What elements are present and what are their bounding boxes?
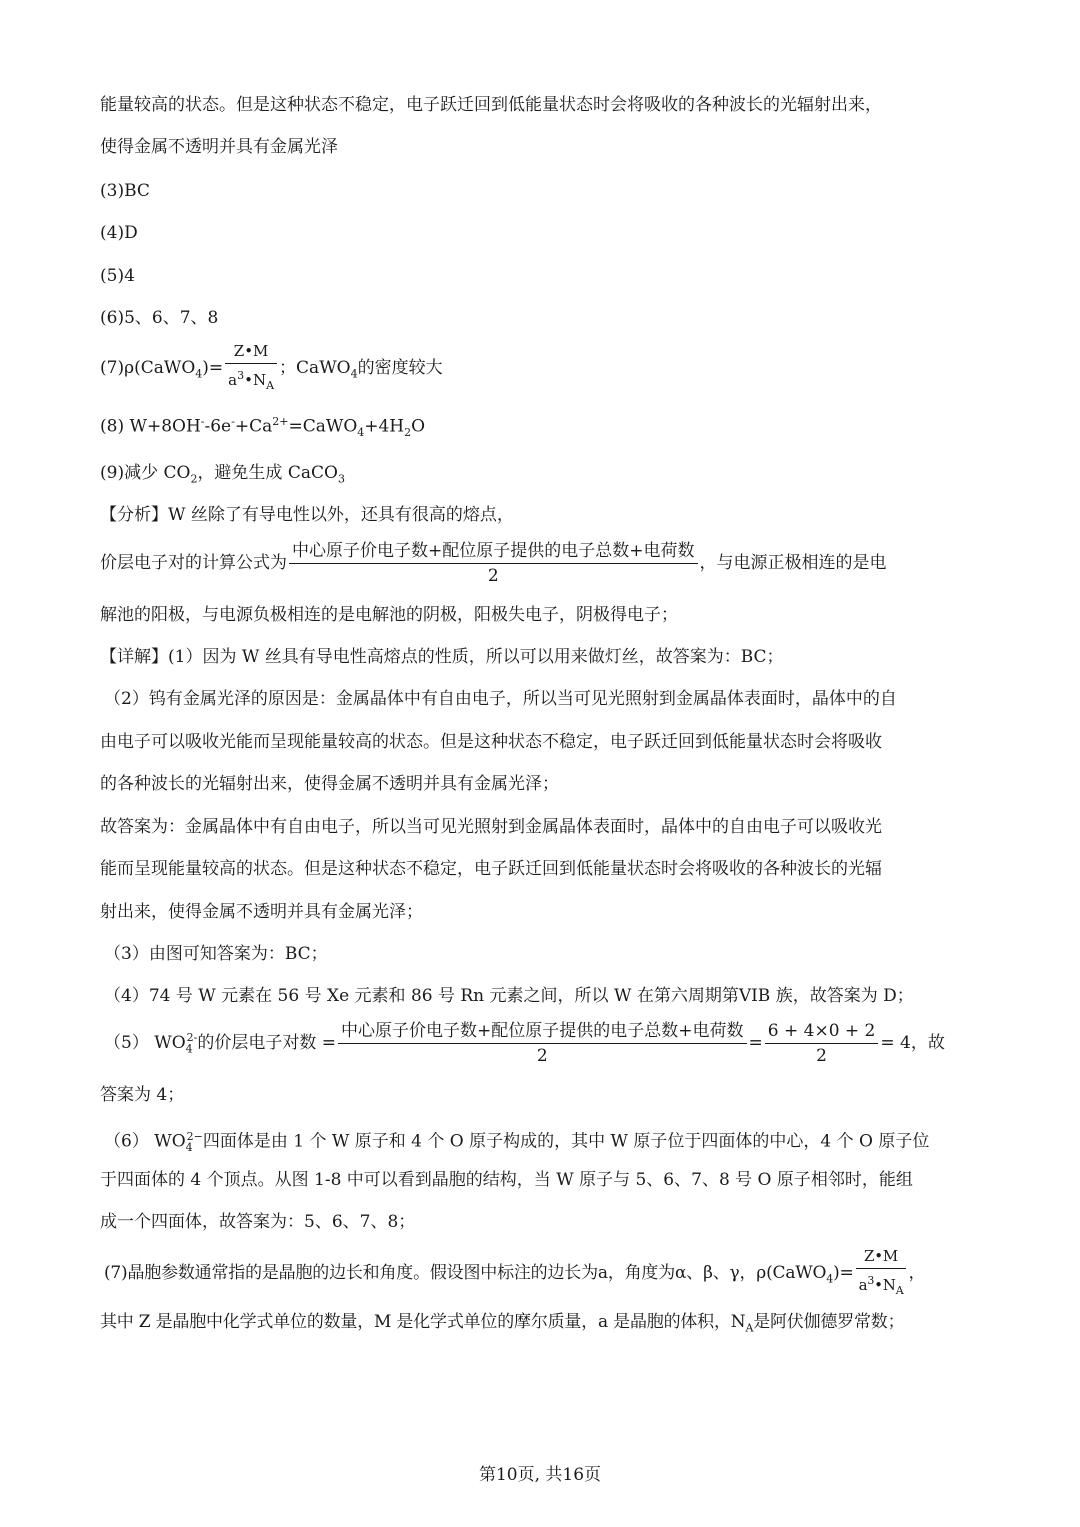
answer-4: (4)D [100, 223, 138, 243]
detail-3: （3）由图可知答案为：BC； [104, 944, 328, 964]
page-number: 第10页, 共16页 [478, 1465, 602, 1485]
text-line: 成一个四面体，故答案为：5、6、7、8； [100, 1212, 416, 1232]
text-line: 解池的阳极，与电源负极相连的是电解池的阴极，阳极失电子，阴极得电子； [100, 605, 678, 625]
density-fraction: $\frac{Z•M}{a^3•N_A}$ [856, 1245, 907, 1302]
text-line: 使得金属不透明并具有金属光泽 [100, 137, 338, 157]
answer-6: (6)5、6、7、8 [100, 308, 219, 328]
text-line: 的各种波长的光辐射出来，使得金属不透明并具有金属光泽； [100, 774, 559, 794]
text-line: 由电子可以吸收光能而呈现能量较高的状态。但是这种状态不稳定，电子跃迁回到低能量状态时会将吸收 [100, 732, 882, 752]
text-line: 答案为 4； [100, 1085, 185, 1105]
detail-2: （2）钨有金属光泽的原因是：金属晶体中有自由电子，所以当可见光照射到金属晶体表面时，晶体中的自 [104, 689, 897, 709]
text-line: 能而呈现能量较高的状态。但是这种状态不稳定，电子跃迁回到低能量状态时会将吸收的各种波长的光辐 [100, 859, 882, 879]
answer-3: (3)BC [100, 181, 150, 201]
answer-9: (9)减少 $CO_2$，避免生成 CaCO$_3$ [100, 463, 345, 486]
vsepr-fraction: $\frac{\text{中心原子价电子数+配位原子提供的电子总数+电荷数}}{2}$ [289, 540, 698, 587]
detail-2-answer: 故答案为：金属晶体中有自由电子，所以当可见光照射到金属晶体表面时，晶体中的自由电子可以吸收光 [100, 817, 882, 837]
text-line: 射出来，使得金属不透明并具有金属光泽； [100, 902, 423, 922]
answer-7: (7)ρ(CaWO$_4$)= $\frac{Z•M}{a^3•N_A}$ ；CaWO$_4$的密度较大 [100, 340, 443, 397]
detail-7: (7)晶胞参数通常指的是晶胞的边长和角度。假设图中标注的边长为a，角度为α、β、γ，ρ(CaWO$_4$)= $\frac{Z•M}{a^3•N_A}$ ， [104, 1245, 925, 1302]
analysis-heading: 【分析】W 丝除了有导电性以外，还具有很高的熔点， [100, 505, 514, 525]
answer-5: (5)4 [100, 266, 135, 286]
analysis-formula: 价层电子对的计算公式为 $\frac{\text{中心原子价电子数+配位原子提供的电子总数+电荷数}}{2}$ ，与电源正极相连的是电 [100, 541, 887, 586]
density-fraction: $\frac{Z•M}{a^3•N_A}$ [225, 340, 277, 397]
detail-4: （4）74 号 W 元素在 56 号 Xe 元素和 86 号 Rn 元素之间，所以 W 在第六周期第VIB 族，故答案为 D； [104, 986, 914, 1006]
text-line: 于四面体的 4 个顶点。从图 1-8 中可以看到晶胞的结构，当 W 原子与 5、6、7、8 号 O 原子相邻时，能组 [100, 1170, 913, 1190]
answer-8: (8) $W+8OH^--6e^-+Ca^{2+}=CaWO_4+4H_2O$ [100, 415, 426, 440]
text-line: 能量较高的状态。但是这种状态不稳定，电子跃迁回到低能量状态时会将吸收的各种波长的光辐射出来， [100, 95, 882, 115]
vsepr-fraction: $\frac{\text{中心原子价电子数+配位原子提供的电子总数+电荷数}}{2}$ [338, 1020, 747, 1067]
detail-6: （6） $WO_4^{2-}$四面体是由 1 个 W 原子和 4 个 O 原子构成的，其中 W 原子位于四面体的中心，4 个 O 原子位 [104, 1130, 930, 1155]
value-fraction: $\frac{6 + 4\times 0 + 2}{2}$ [765, 1020, 879, 1067]
detail-5: （5） $WO_4^{2-}$的价层电子对数 = $\frac{\text{中心原子价电子数+配位原子提供的电子总数+电荷数}}{2}$ = $\frac{6 + 4\times 0 + 2}{2}$ = 4，故 [104, 1021, 945, 1066]
detail-1: 【详解】(1）因为 W 丝具有导电性高熔点的性质，所以可以用来做灯丝，故答案为：BC； [100, 647, 784, 667]
text-line: 其中 Z 是晶胞中化学式单位的数量，M 是化学式单位的摩尔质量，a 是晶胞的体积，$N_A$是阿伏伽德罗常数； [100, 1312, 905, 1335]
